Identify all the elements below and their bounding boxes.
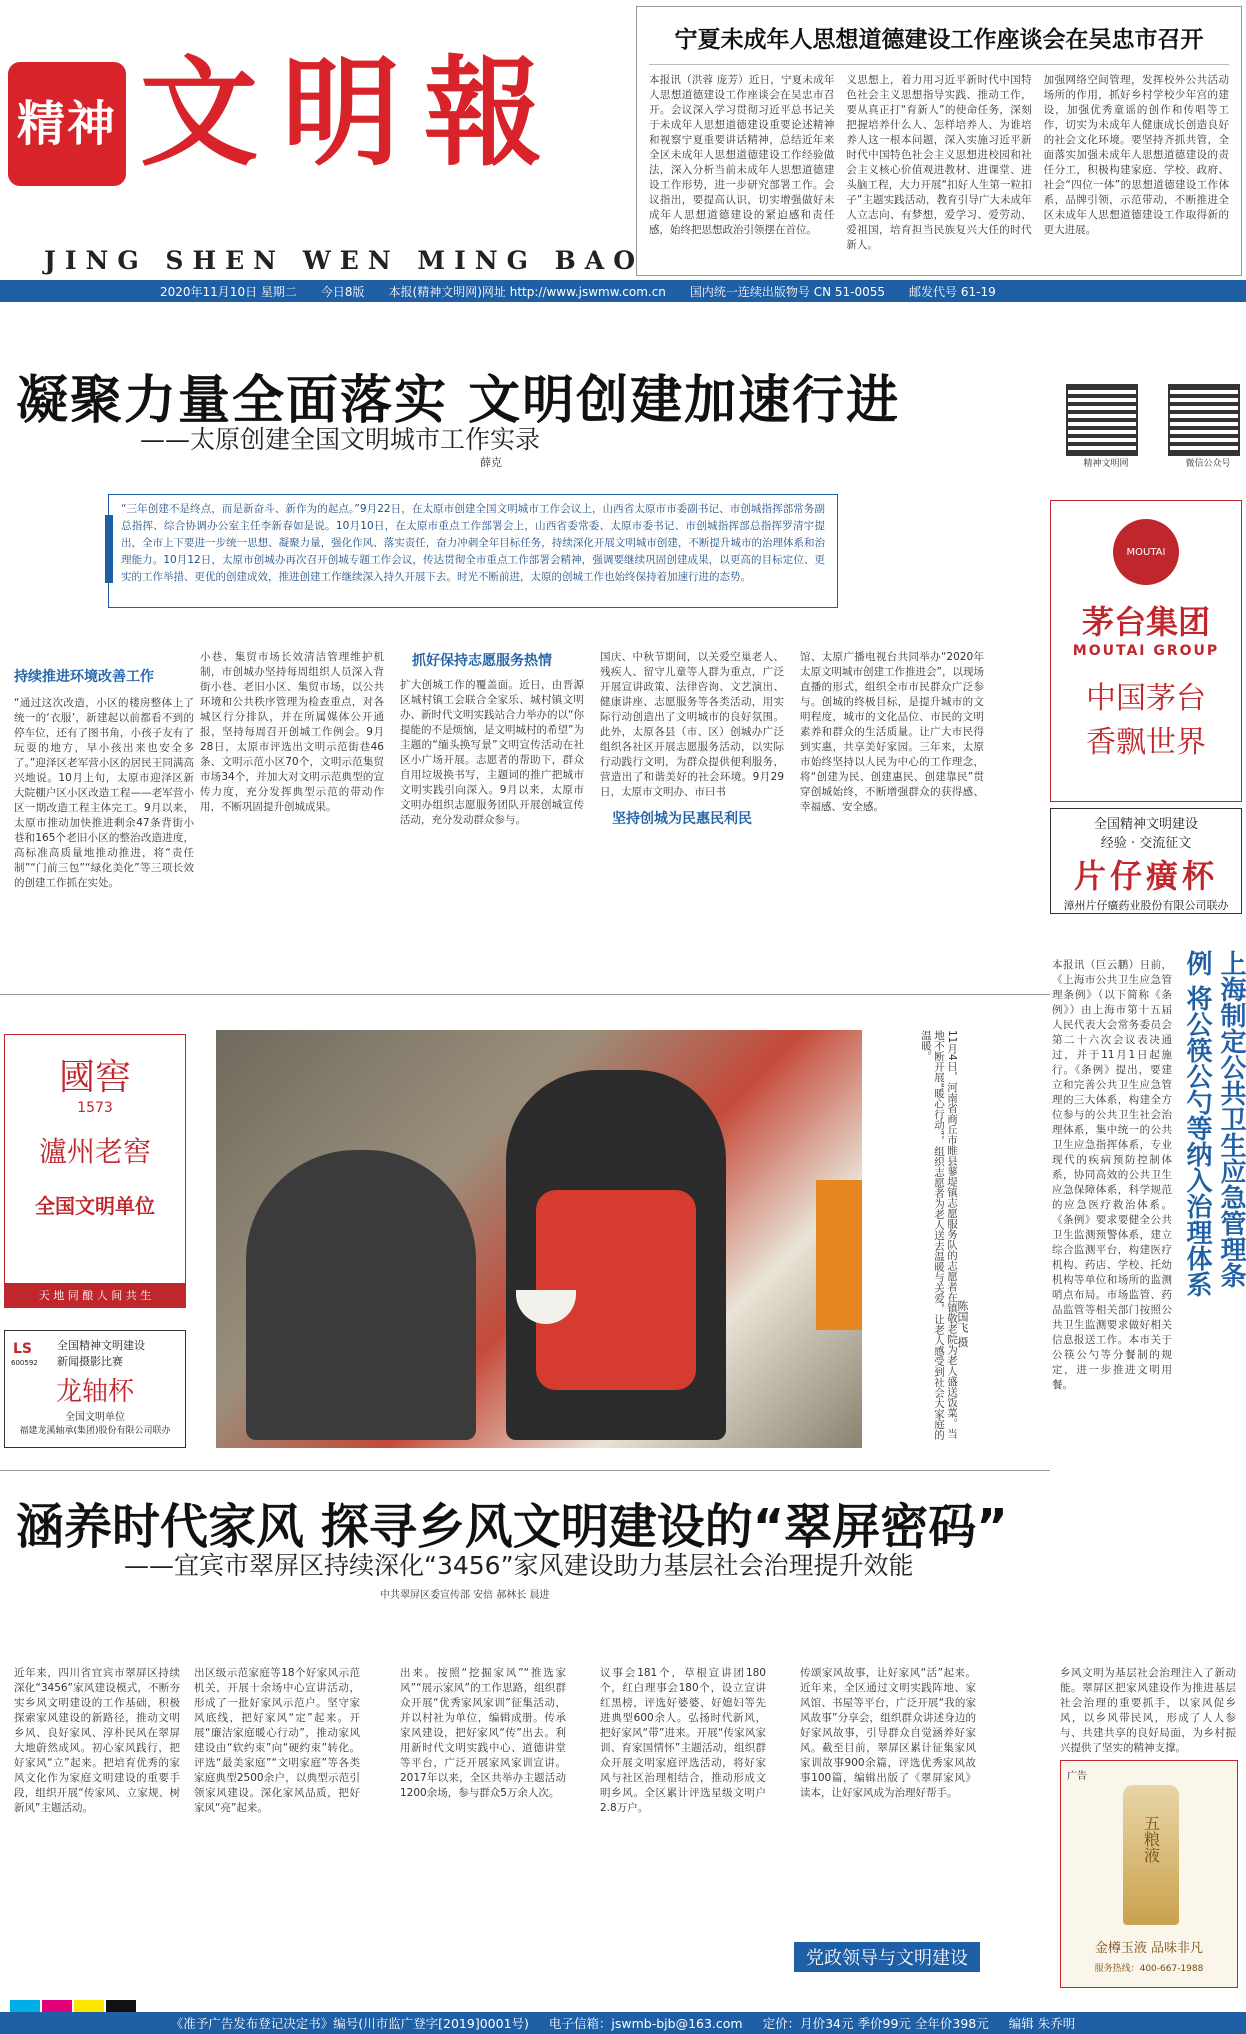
- footer-license: 《准予广告发布登记决定书》编号(川市监广登字[2019]0001号): [170, 2016, 529, 2031]
- pzh-line: 经验 · 交流征文: [1100, 836, 1192, 851]
- ad-label: 广告: [1067, 1771, 1087, 1782]
- lead-author: 薛克: [480, 456, 502, 469]
- qr-block-2: [1168, 384, 1246, 469]
- side-article-body-1: [1052, 958, 1172, 1393]
- qr-block-1: [1066, 384, 1146, 469]
- pzh-brand: 片仔癀杯: [1073, 857, 1218, 895]
- top-story: [636, 6, 1242, 276]
- liquor-slogan: 金樽玉液 品味非凡: [1094, 1941, 1204, 1956]
- moutai-slogan: 香飘世界: [1086, 725, 1206, 760]
- column-text: 乡风文明为基层社会治理注入了新动能。翠屏区把家风建设作为推进基层社会治理的重要抓手，以家风促乡风，以乡风带民风，形成了人人参与、共建共享的良好局面，为乡村振兴提供了坚实的精神支撑。: [1060, 1667, 1236, 1754]
- section-title: 坚持创城为民惠民利民: [612, 811, 752, 827]
- second-col: [14, 1666, 180, 1816]
- post-code: 邮发代号 61-19: [909, 284, 996, 299]
- info-bar: [0, 280, 1246, 302]
- photo-caption: 11月4日，河南省商丘市睢县蓼堤镇志愿服务队的志愿者在镇敬老院为老人盛送饭菜。当地不断开展“暖心行动”，组织志愿者为老人送去温暖与关爱，让老人感受到社会大家庭的温暖。: [920, 1030, 958, 1440]
- paper-pinyin: JING SHEN WEN MING BAO: [44, 246, 644, 275]
- second-subheadline: ——宜宾市翠屏区持续深化“3456”家风建设助力基层社会治理提升效能: [124, 1551, 914, 1580]
- qr-caption: 微信公众号: [1185, 459, 1231, 469]
- pzh-company: 漳州片仔癀药业股份有限公司联办: [1063, 899, 1229, 912]
- lead-col-4: [600, 650, 784, 828]
- issue-date: 2020年11月10日 星期二: [160, 284, 297, 299]
- lead-headline: 凝聚力量全面落实 文明创建加速行进: [16, 371, 901, 431]
- lead-box: [108, 494, 838, 608]
- divider: [0, 994, 1050, 995]
- second-headline: 涵养时代家风 探寻乡风文明建设的“翠屏密码”: [16, 1499, 1008, 1555]
- print-mark: [42, 2000, 72, 2012]
- website[interactable]: 本报(精神文明网)网址 http://www.jswmw.com.cn: [388, 284, 666, 299]
- second-author: 中共翠屏区委宣传部 安倍 郝林长 晨进: [380, 1590, 550, 1601]
- longzhou-logo-icon: LS: [13, 1341, 33, 1357]
- news-photo: [216, 1030, 862, 1448]
- footer-editor: 编辑 朱乔明: [1008, 2016, 1076, 2031]
- qr-code-icon: [1168, 384, 1240, 456]
- section-title: 抓好保持志愿服务热情: [412, 653, 552, 669]
- moutai-logo-text: MOUTAI: [1126, 546, 1166, 558]
- divider: [0, 1470, 1050, 1471]
- bottle-icon: [1123, 1785, 1179, 1925]
- pzh-line: 全国精神文明建设: [1093, 817, 1198, 832]
- ad-longzhou[interactable]: [4, 1330, 186, 1448]
- lead-col-3: [400, 650, 584, 828]
- top-story-col: 加强网络空间管理，发挥校外公共活动场所的作用，抓好乡村学校少年宫的建设，加强优秀童谣的创作和传唱等工作，切实为未成年人健康成长创造良好的社会文化环境。要坚持齐抓共管，全面落实加强未成年人思想道德建设的责任分工，积极构建家庭、学校、政府、社会“四位一体”的思想道德建设工作体系，品牌引领，示范带动，不断推进全区未成年人思想道德建设工作取得新的更大进展。: [1043, 74, 1229, 236]
- photo-elder: [246, 1150, 476, 1440]
- ad-pianzaihuang[interactable]: [1050, 808, 1242, 914]
- second-col: [194, 1666, 360, 1816]
- lead-text: “三年创建不是终点，而是新奋斗、新作为的起点。”9月22日，在太原市创建全国文明城市工作会议上，山西省太原市市委副书记、市创城指挥部常务副总指挥、综合协调办公室主任李新春如是说。10月10日，在太原市重点工作部署会上，山西省委常委、太原市委书记、市创城指挥部总指挥罗清宇提出，全市上下要进一步统一思想、凝聚力量，强化作风、落实责任，奋力冲刺全年目标任务，持续深化开展文明城市创建，不断提升城市的治理体系和治理能力。10月12日，太原市创城办再次召开创城专题工作会议，传达贯彻全市重点工作部署会精神，强调要继续巩固创建成果，以更高的目标定位、更实的工作举措、更优的创建成效，推进创建工作继续深入持久开展下去。时光不断前进，太原的创城工作也始终保持着加速行进的态势。: [121, 503, 825, 583]
- bottle-text: 五粮液: [1141, 1815, 1161, 1863]
- footer-email[interactable]: 电子信箱：jswmb-bjb@163.com: [548, 2016, 743, 2031]
- longzhou-code: 600592: [11, 1359, 38, 1367]
- longzhou-company: 福建龙溪轴承(集团)股份有限公司联办: [19, 1426, 171, 1436]
- longzhou-brand: 龙轴杯: [55, 1377, 134, 1407]
- lead-col-5: [800, 650, 984, 815]
- moutai-name: 茅台集团: [1081, 603, 1210, 641]
- second-col: [800, 1666, 976, 1801]
- print-mark: [10, 2000, 40, 2012]
- cn-number: 国内统一连续出版物号 CN 51-0055: [689, 284, 886, 299]
- page-count: 今日8版: [320, 284, 365, 299]
- column-text: 出来。按照“挖掘家风”“推选家风”“展示家风”的工作思路，组织群众开展“优秀家风家训”征集活动，并以村社为单位，编辑成册。传承家风建设，把好家风“传”出去。利用新时代文明实践中心、道德讲堂等平台，广泛开展家风家训宣讲。2017年以来，全区共举办主题活动1200余场，参与群众5万余人次。: [400, 1667, 566, 1799]
- moutai-name-en: MOUTAI GROUP: [1072, 643, 1220, 659]
- longzhou-sub: 全国文明单位: [65, 1412, 125, 1423]
- guojiao-brand: 國窖: [58, 1057, 131, 1098]
- section-title: 持续推进环境改善工作: [14, 669, 154, 685]
- column-text: “通过这次改造，小区的楼房整体上了统一的‘衣服’，新建起以前都看不到的停车位，还有了图书角，小孩子友有了玩耍的地方，早小孩出来也安全多了。”迎泽区老军营小区的居民王同满高兴地说。10月上旬，太原市迎泽区新大院棚户区小区改造工程——老军营小区一期改造工程主体完工。9月以来，太原市推动加快推进剩余47条背街小巷和165个老旧小区的整治改造进度，高标准高质量地推动推进，将“责任制”“门前三包”“绿化美化”等三项长效的创建工作抓在实处。: [14, 697, 194, 889]
- ad-liquor[interactable]: [1060, 1760, 1238, 1988]
- moutai-logo-icon: [1113, 519, 1179, 585]
- top-story-col: 义思想上，着力用习近平新时代中国特色社会主义思想指导实践、推动工作，要从真正打“育新人”的使命任务，深刻把握培养什么人、怎样培养人、为谁培养人这一根本问题，深入实施习近平新时代中国特色社会主义思想进校园和社会主义核心价值观进教材、进课堂、进头脑工程，大力开展“扣好人生第一粒扣子”主题实践活动，教育引导广大未成年人立志向、有梦想，爱学习、爱劳动、爱祖国，培育担当民族复兴大任的时代新人。: [846, 74, 1032, 251]
- second-col: [600, 1666, 766, 1816]
- column-text: 近年来，四川省宜宾市翠屏区持续深化“3456”家风建设模式，不断夯实乡风文明建设的工作基础，积极探索家风建设的新路径，推动文明乡风、良好家风、淳朴民风在翠屏大地蔚然成风。初心家风践行，把好家风“立”起来。把培育优秀的家风文化作为家庭文明建设的重要手段，组织开展“传家风、立家规、树新风”主题活动。: [14, 1667, 180, 1814]
- print-mark: [106, 2000, 136, 2012]
- top-story-col: 本报讯（洪蓉 庞芳）近日，宁夏未成年人思想道德建设工作座谈会在吴忠市召开。会议深入学习贯彻习近平总书记关于未成年人思想道德建设重要论述精神和视察宁夏重要讲话精神，总结近年来全区未成年人思想道德建设工作经验做法，深入分析当前未成年人思想道德建设工作形势，进一步研究部署工作。会议指出，要提高认识，切实增强做好未成年人思想道德建设的紧迫感和责任感，始终把思想政治引领摆在首位。: [649, 74, 835, 236]
- ad-moutai[interactable]: [1050, 500, 1242, 802]
- qr-caption: 精神文明网: [1083, 459, 1129, 469]
- print-mark: [74, 2000, 104, 2012]
- section-tag: 党政领导与文明建设: [794, 1942, 980, 1972]
- lead-accent-bar: [105, 515, 113, 583]
- paper-name: 文明報: [140, 43, 567, 182]
- column-text: 议事会181个，草根宣讲团180个，红白理事会180个，设立宣讲红黑榜，评选好婆婆、好媳妇等先进典型600余人。弘扬时代新风，把好家风“带”进来。开展“传家风家训、育家国情怀”主题活动，组织群众开展文明家庭评选活动，将好家风与社区治理相结合，推动形成文明乡风。全区累计评选星级文明户2.8万户。: [600, 1667, 766, 1814]
- side-article-text: 本报讯（巨云鹏）日前，《上海市公共卫生应急管理条例》（以下简称《条例》）由上海市第十五届人民代表大会常务委员会第二十六次会议表决通过，并于11月1日起施行。《条例》提出，要建立和完善公共卫生应急管理的三大体系，构建全方位参与的公共卫生社会治理体系，集中统一的公共卫生应急指挥体系，专业现代的疾病预防控制体系，协同高效的公共卫生应急保障体系，科学规范的应急医疗救治体系。《条例》要求要健全公共卫生监测预警体系，建立综合监测平台，构建医疗机构、药店、学校、托幼机构等单位和场所的监测哨点布局。市场监管、药品监管等相关部门按照公共卫生监测要求做好相关信息报送工作。本市关于公筷公勺等分餐制的规定，进一步推进文明用餐。: [1052, 959, 1172, 1391]
- photo-credit: 陈国飞 摄: [956, 1300, 969, 1348]
- longzhou-line: 新闻摄影比赛: [57, 1355, 123, 1368]
- liquor-phone: 服务热线：400-667-1988: [1094, 1964, 1204, 1974]
- lead-col-1: [14, 666, 194, 891]
- column-text: 传颂家风故事，让好家风“活”起来。近年来，全区通过文明实践阵地、家风馆、书屋等平台，广泛开展“我的家风故事”分享会，组织群众讲述身边的好家风故事，引导群众自觉涵养好家风。截至目前，翠屏区累计征集家风家训故事900余篇，评选优秀家风故事100篇，编辑出版了《翠屏家风》读本，让好家风成为治理好帮手。: [800, 1667, 976, 1799]
- column-text: 出区级示范家庭等18个好家风示范机关，开展十余场中心宣讲活动，形成了一批好家风示范户。坚守家风底线，把好家风“定”起来。开展“廉洁家庭暖心行动”，推动家风建设由“软约束”向“硬约束”转化。评选“最美家庭”“文明家庭”等各类家庭典型2500余户，以典型示范引领家风建设。深化家风品质，把好家风“亮”起来。: [194, 1667, 360, 1814]
- masthead-stamp: [8, 62, 126, 186]
- second-col: [1060, 1666, 1236, 1756]
- lead-subheadline: ——太原创建全国文明城市工作实录: [140, 425, 541, 454]
- footer-price: 定价：月价34元 季价99元 全年价398元: [762, 2016, 989, 2031]
- ad-guojiao[interactable]: [4, 1034, 186, 1308]
- lead-col-2: [200, 650, 384, 815]
- qr-code-icon: [1066, 384, 1138, 456]
- guojiao-banner: 天 地 同 酿 人 间 共 生: [5, 1283, 185, 1307]
- stamp-text: 精神: [16, 96, 117, 152]
- second-col: [400, 1666, 566, 1801]
- guojiao-year: 1573: [77, 1100, 113, 1116]
- guojiao-title: 全国文明单位: [35, 1194, 155, 1218]
- footer-bar: [0, 2012, 1246, 2034]
- column-text: 扩大创城工作的覆盖面。近日，由晋源区城村镇工会联合全家乐、城村镇文明办、新时代文明实践站合力举办的以“你提能的不是烦恼，是文明城村的希望”为主题的“缅头换写景”文明宣传活动在社区小广场开展。志愿者的帮助下，群众自用垃圾换书写，主题词的推广把城市文明实践引向深入。9月以来，太原市文明办组织志愿服务团队开展创城宣传活动，充分发动群众参与。: [400, 679, 584, 826]
- column-text: 国庆、中秋节期间，以关爱空巢老人、残疾人、留守儿童等人群为重点，广泛开展宣讲政策、法律咨询、文艺演出、健康讲座、志愿服务等各类活动，用实际行动创造出了文明城市的良好氛围。此外，太原各县（市、区）创城办广泛组织各社区开展志愿服务活动，以实际行动践行文明，为群众提供便利服务，营造出了和谐美好的社会环境。9月29日，太原市文明办、市曰书: [600, 651, 784, 798]
- column-text: 小巷、集贸市场长效清洁管理维护机制，市创城办坚持每周组织人员深入背街小巷、老旧小区、集贸市场，以公共环境和公共秩序管理为检查重点，对各城区行分排队，并在所属媒体公开通报，坚持每周召开创城工作例会。9月28日，太原市评选出文明示范街巷46条、文明示范小区70个，文明示范集贸市场34个，并加大对文明示范典型的宣传力度，充分发挥典型示范的带动作用，不断巩固提升创城成果。: [200, 651, 384, 813]
- luzhou-brand: 瀘州老窖: [38, 1135, 151, 1168]
- photo-orange-object: [816, 1180, 862, 1330]
- moutai-slogan: 中国茅台: [1086, 681, 1206, 716]
- side-headline: 上海制定公共卫生应急管理条例 将公筷公勺等纳入治理体系: [1182, 950, 1246, 1298]
- column-text: 馆、太原广播电视台共同举办“2020年太原文明城市创建工作推进会”，以现场直播的形式，组织全市市民群众广泛参与。创城的终极目标，是提升城市的文明程度，城市的文化品位、市民的文明素养和群众的生活质量。让广大市民得到实惠，共享美好家园。三年来，太原市始终坚持以人民为中心的工作理念，将“创建为民、创建惠民、创建靠民”贯穿创城始终，不断增强群众的获得感、幸福感、安全感。: [800, 651, 984, 813]
- top-story-headline: 宁夏未成年人思想道德建设工作座谈会在吴忠市召开: [649, 7, 1229, 65]
- longzhou-line: 全国精神文明建设: [57, 1339, 145, 1352]
